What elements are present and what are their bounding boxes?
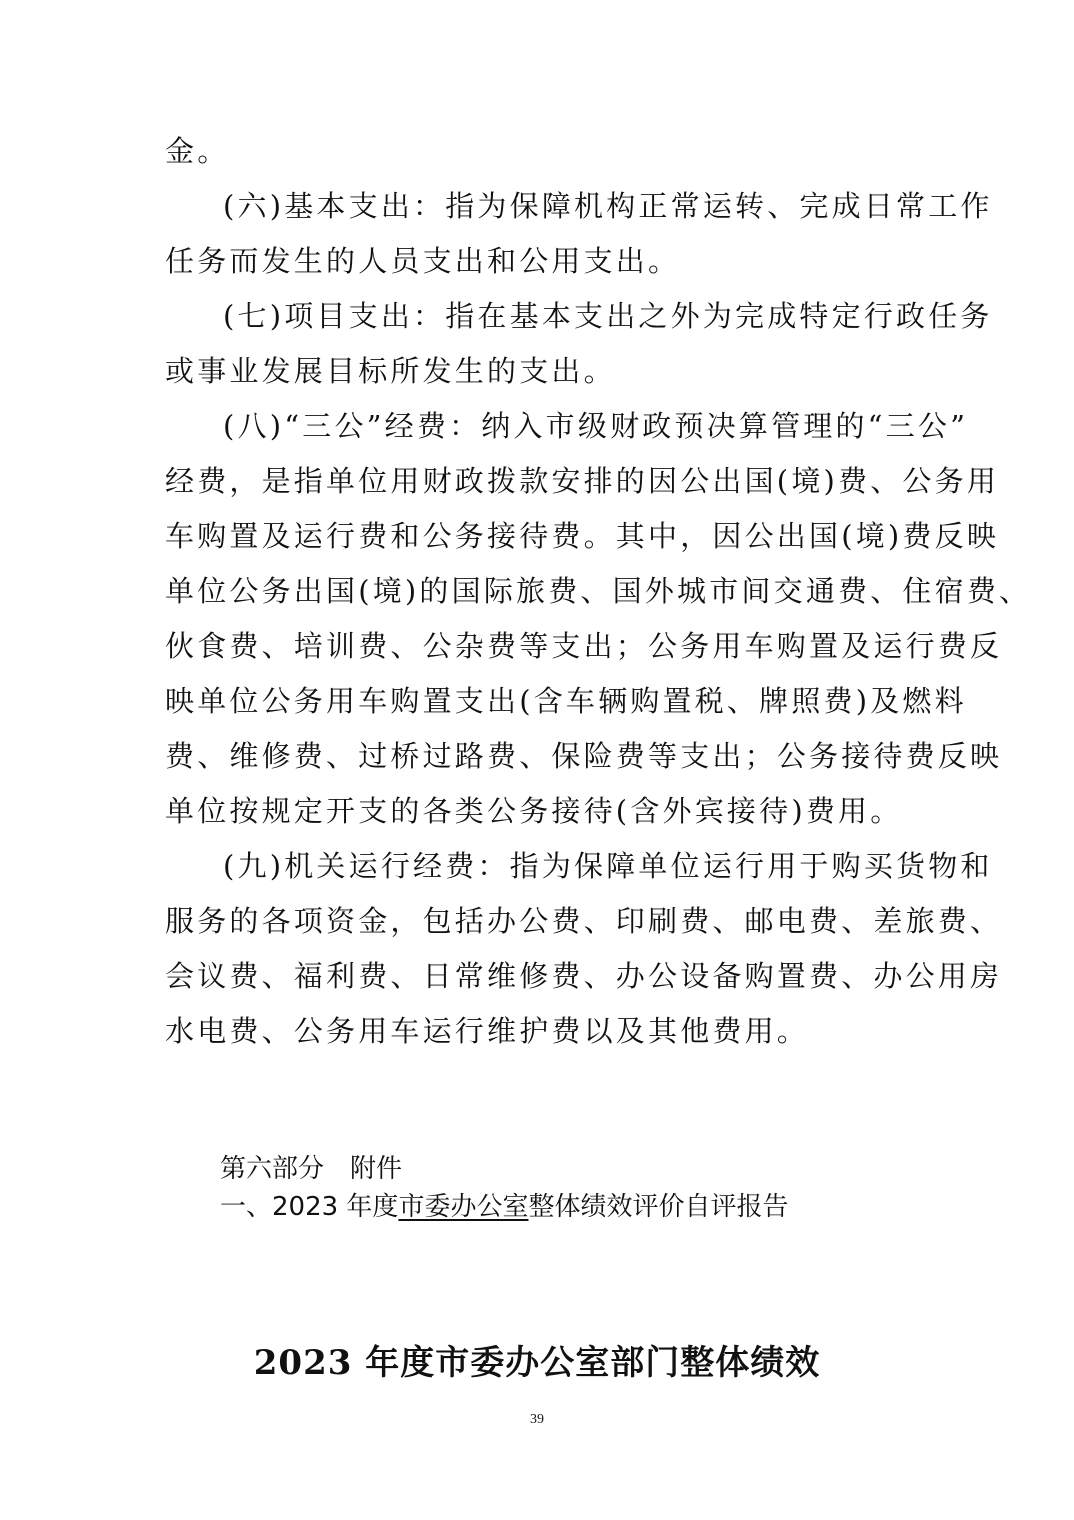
body-line: 伙食费、培训费、公杂费等支出；公务用车购置及运行费反	[165, 629, 1003, 663]
body-line: 车购置及运行费和公务接待费。其中，因公出国(境)费反映	[165, 519, 1000, 553]
body-line: 费、维修费、过桥过路费、保险费等支出；公务接待费反映	[165, 739, 1003, 773]
report-title: 2023 年度市委办公室部门整体绩效	[253, 1343, 821, 1383]
body-line: 金。	[165, 134, 230, 168]
body-line: 服务的各项资金，包括办公费、印刷费、邮电费、差旅费、	[165, 904, 1003, 938]
body-line: 单位按规定开支的各类公务接待(含外宾接待)费用。	[165, 794, 903, 828]
body-line: 经费，是指单位用财政拨款安排的因公出国(境)费、公务用	[165, 464, 1000, 498]
body-line: (八)“三公”经费：纳入市级财政预决算管理的“三公”	[223, 409, 969, 443]
body-line: (九)机关运行经费：指为保障单位运行用于购买货物和	[223, 849, 993, 883]
appendix-item-underlined: 市委办公室	[398, 1192, 529, 1222]
appendix-section-label: 第六部分	[220, 1154, 325, 1184]
body-line: 或事业发展目标所发生的支出。	[165, 354, 616, 388]
body-line: 单位公务出国(境)的国际旅费、国外城市间交通费、住宿费、	[165, 574, 1032, 608]
body-line: 水电费、公务用车运行维护费以及其他费用。	[165, 1014, 810, 1048]
body-text	[165, 124, 1032, 1059]
page-number: 39	[530, 1412, 544, 1427]
body-line: (七)项目支出：指在基本支出之外为完成特定行政任务	[223, 299, 993, 333]
appendix-item-prefix: 一、2023 年度	[220, 1192, 399, 1222]
appendix-section	[220, 1150, 788, 1226]
body-line: 映单位公务用车购置支出(含车辆购置税、牌照费)及燃料	[165, 684, 967, 718]
appendix-item-suffix: 整体绩效评价自评报告	[528, 1192, 789, 1222]
body-line: 任务而发生的人员支出和公用支出。	[165, 244, 681, 278]
appendix-item	[220, 1188, 788, 1226]
body-line: 会议费、福利费、日常维修费、办公设备购置费、办公用房	[165, 959, 1003, 993]
appendix-section-title: 附件	[350, 1154, 403, 1184]
appendix-heading	[220, 1150, 788, 1188]
body-line: (六)基本支出：指为保障机构正常运转、完成日常工作	[223, 189, 993, 223]
